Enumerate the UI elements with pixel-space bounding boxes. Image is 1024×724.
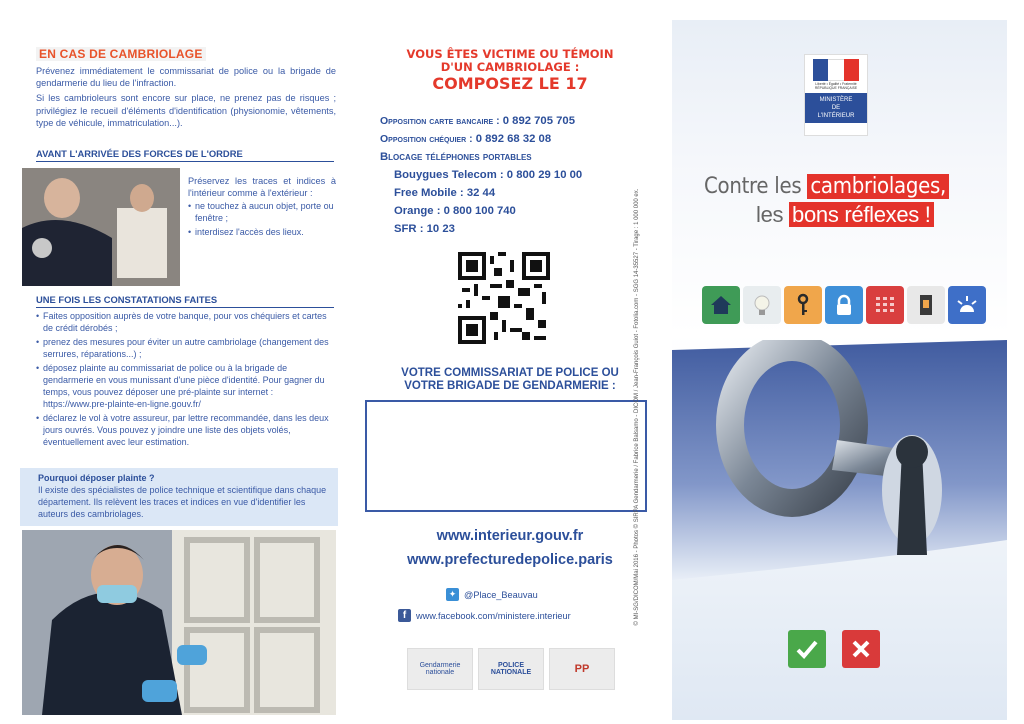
photo-gendarme-evidence bbox=[22, 168, 180, 286]
operator-number: 10 23 bbox=[426, 223, 455, 235]
facebook-url: www.facebook.com/ministere.interieur bbox=[416, 610, 571, 621]
key-illustration bbox=[672, 340, 1007, 630]
operator-row bbox=[394, 184, 660, 202]
photo-forensic bbox=[22, 530, 336, 715]
qr-code-icon bbox=[458, 252, 550, 344]
cross-icon bbox=[842, 630, 880, 668]
bullet-assureur: • déclarez le vol à votre assureur, par lettre recommandée, dans les deux jours ouvrés. Vous pouvez y joindre une liste des objets volés, éventuellement avec leur estimation. bbox=[36, 412, 336, 448]
opposition-cheque bbox=[380, 130, 660, 148]
cover-title-line2 bbox=[756, 202, 934, 228]
section-title-constatations: UNE FOIS LES CONSTATATIONS FAITES bbox=[36, 294, 334, 308]
opposition-cb-label: Opposition carte bancaire : bbox=[380, 115, 500, 127]
twitter-icon: ✦ bbox=[446, 588, 459, 601]
opposition-cheque-number: 0 892 68 32 08 bbox=[475, 133, 552, 145]
operator-number: 32 44 bbox=[466, 187, 496, 199]
middle-panel bbox=[360, 20, 660, 720]
opposition-cheque-label: Opposition chéquier : bbox=[380, 133, 473, 145]
left-panel bbox=[20, 20, 342, 720]
photo-forensic-icon bbox=[22, 530, 336, 715]
bullet-opposition: • Faites opposition auprès de votre banque, pour vos chéquiers et cartes de crédit dérobés ; bbox=[36, 310, 336, 334]
victim-line1: VOUS ÊTES VICTIME OU TÉMOIN bbox=[406, 47, 614, 61]
operator-row bbox=[394, 166, 660, 184]
bullet-interdisez: • interdisez l'accès des lieux. bbox=[188, 226, 336, 238]
victim-line2: D'UN CAMBRIOLAGE : bbox=[440, 60, 580, 74]
operator-number: 0 800 29 10 00 bbox=[506, 169, 583, 181]
key-in-lock-icon bbox=[672, 340, 1007, 630]
lightbulb-icon bbox=[743, 286, 781, 324]
title-bons-reflexes: bons réflexes ! bbox=[789, 202, 934, 227]
ministry-line3: L'INTÉRIEUR bbox=[817, 113, 855, 119]
cover-title-line1 bbox=[704, 174, 949, 199]
para-prevenez: Prévenez immédiatement le commissariat de police ou la brigade de gendarmerie du lieu de l'infraction. bbox=[36, 66, 336, 89]
operator-name: SFR : bbox=[394, 223, 424, 235]
facebook-link[interactable] bbox=[398, 609, 571, 622]
keypad-icon bbox=[866, 286, 904, 324]
para-risques: Si les cambrioleurs sont encore sur place, ne prenez pas de risques ; privilégiez le recueil d'éléments d'identification (physionomie, vêtements, type de véhicule, immatriculation...). bbox=[36, 93, 336, 128]
photo-gendarme-icon bbox=[22, 168, 180, 286]
pourquoi-box bbox=[20, 468, 338, 526]
qr-code[interactable] bbox=[458, 252, 550, 344]
bullet-mesures: • prenez des mesures pour éviter un autre cambriolage (changement des serrures, réparations...) ; bbox=[36, 336, 336, 360]
bullet-plainte: • déposez plainte au commissariat de police ou à la brigade de gendarmerie en vous munissant d'une pièce d'identité. Pour gagner du temps, vous pouvez déposer une pré-plainte sur internet : https://www.pre-plainte-en-ligne.gouv.fr/ bbox=[36, 362, 336, 410]
ministry-line2: DE bbox=[831, 105, 841, 111]
twitter-link[interactable] bbox=[446, 588, 538, 601]
ministry-logo bbox=[804, 54, 868, 136]
padlock-icon bbox=[825, 286, 863, 324]
alarm-light-icon bbox=[948, 286, 986, 324]
section-title-en-cas: EN CAS DE CAMBRIOLAGE bbox=[36, 47, 206, 61]
twitter-handle: @Place_Beauvau bbox=[464, 589, 538, 600]
pourquoi-title: Pourquoi déposer plainte ? bbox=[38, 473, 155, 483]
door-sensor-icon bbox=[907, 286, 945, 324]
bullet-touchez: • ne touchez à aucun objet, porte ou fenêtre ; bbox=[188, 200, 336, 224]
operator-name: Orange : bbox=[394, 205, 441, 217]
republique-text: Liberté • Égalité • Fraternité RÉPUBLIQUE FRANÇAISE bbox=[814, 82, 858, 90]
title-cambriolages: cambriolages, bbox=[807, 174, 949, 199]
house-icon bbox=[702, 286, 740, 324]
credits-strip bbox=[631, 140, 643, 680]
commissariat-line2: VOTRE BRIGADE DE GENDARMERIE : bbox=[404, 380, 616, 392]
phones-title: Blocage téléphones portables bbox=[380, 151, 532, 163]
opposition-cb-number: 0 892 705 705 bbox=[502, 115, 575, 127]
logo-police-nationale: POLICE NATIONALE bbox=[478, 648, 544, 690]
title-contre: Contre les bbox=[704, 174, 802, 199]
ministry-label bbox=[805, 93, 867, 123]
call-17: COMPOSEZ LE 17 bbox=[432, 74, 588, 93]
logo-prefecture: PP bbox=[549, 648, 615, 690]
commissariat-address-box[interactable] bbox=[365, 400, 647, 512]
operator-name: Bouygues Telecom : bbox=[394, 169, 504, 181]
url-prefecture[interactable]: www.prefecturedepolice.paris bbox=[407, 552, 613, 568]
cover-panel bbox=[672, 20, 1007, 720]
operator-number: 0 800 100 740 bbox=[443, 205, 516, 217]
commissariat-line1: VOTRE COMMISSARIAT DE POLICE OU bbox=[401, 367, 619, 379]
opposition-cb bbox=[380, 112, 660, 130]
checkmark-icon bbox=[788, 630, 826, 668]
logo-gendarmerie: Gendarmerie nationale bbox=[407, 648, 473, 690]
credits-text: © MI-SG/DICOM/Mai 2016 - Photos © SIRPA Gendarmerie / Fabrice Balsamo - DICOM / Jean-François Guiot - Fotolia.com - SGG 14-35527 - Tirage : 1 000 000 ex. bbox=[634, 188, 640, 626]
para-preservez: Préservez les traces et indices à l'intérieur comme à l'extérieur : bbox=[188, 176, 336, 199]
operator-row bbox=[394, 202, 660, 220]
marianne-flag-icon bbox=[813, 59, 859, 81]
operator-row bbox=[394, 220, 660, 238]
section-title-avant: AVANT L'ARRIVÉE DES FORCES DE L'ORDRE bbox=[36, 148, 334, 162]
pourquoi-text: Il existe des spécialistes de police technique et scientifique dans chaque département. Ils relèvent les traces et indices en vue d'identifier les auteurs des cambriolages. bbox=[38, 485, 327, 519]
operator-name: Free Mobile : bbox=[394, 187, 464, 199]
key-icon bbox=[784, 286, 822, 324]
facebook-icon: f bbox=[398, 609, 411, 622]
title-les: les bbox=[756, 202, 784, 227]
url-interieur[interactable]: www.interieur.gouv.fr bbox=[436, 528, 584, 544]
ministry-line1: MINISTÈRE bbox=[819, 97, 853, 103]
